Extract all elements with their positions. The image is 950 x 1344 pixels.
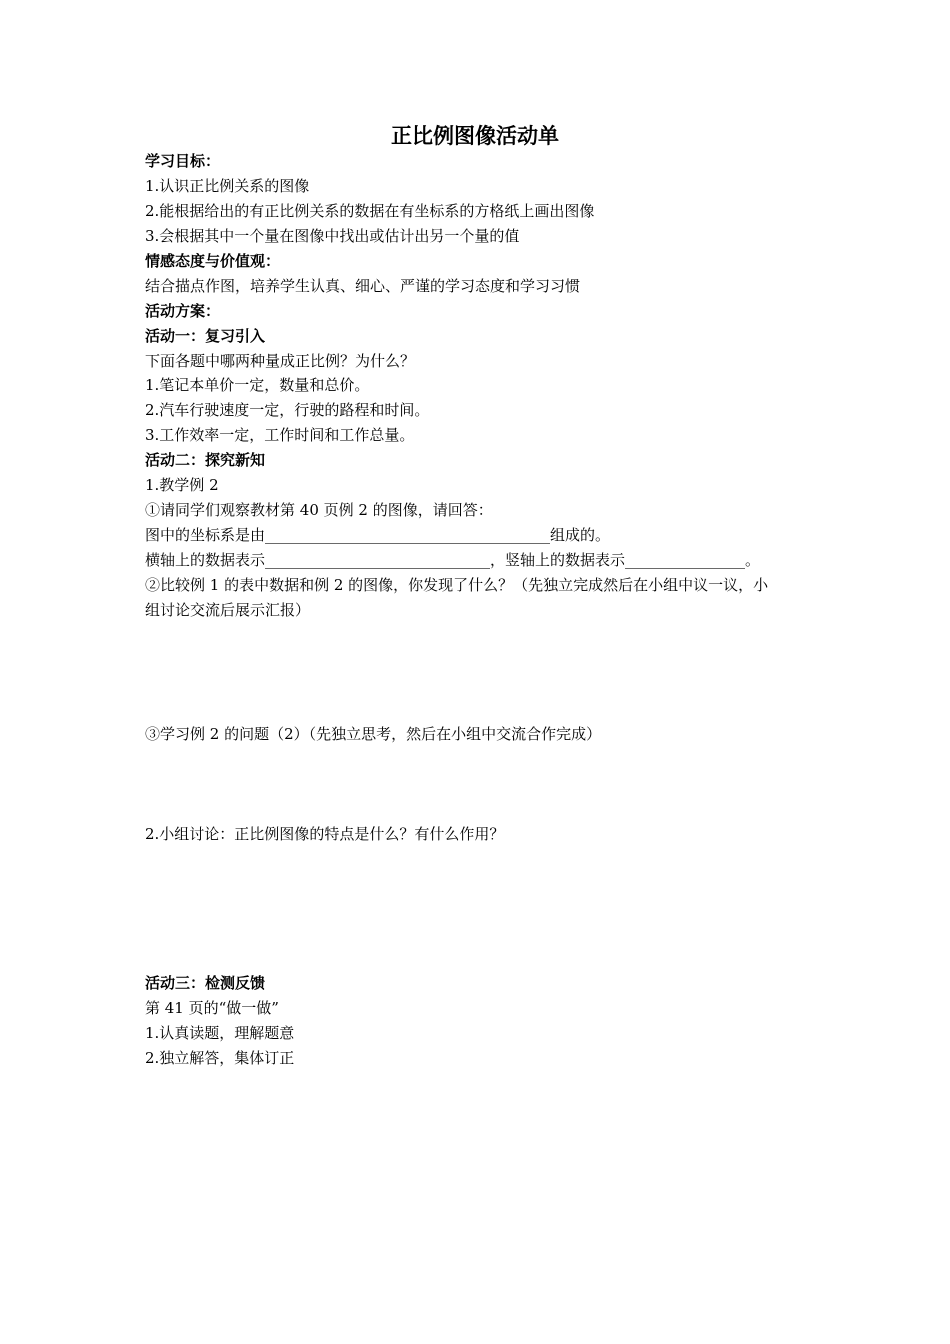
goal-item-2: 2.能根据给出的有正比例关系的数据在有坐标系的方格纸上画出图像 — [145, 202, 595, 220]
vertical-axis-suffix: 。 — [745, 551, 761, 569]
axis-data-question — [145, 549, 760, 571]
horizontal-axis-blank[interactable]: ______________________________ — [265, 551, 491, 569]
activity-3-step-1: 1.认真读题，理解题意 — [145, 1024, 295, 1042]
axis-system-blank[interactable]: ______________________________________ — [265, 526, 551, 544]
axis-system-prefix: 图中的坐标系是由 — [145, 526, 266, 544]
plan-heading: 活动方案： — [145, 302, 221, 320]
vertical-axis-prefix: ，竖轴上的数据表示 — [490, 551, 626, 569]
activity-3-intro: 第 41 页的“做一做” — [145, 999, 279, 1017]
activity-1-item-3: 3.工作效率一定，工作时间和工作总量。 — [145, 426, 415, 444]
attitude-heading: 情感态度与价值观： — [145, 252, 281, 270]
activity-2-step-1: ①请同学们观察教材第 40 页例 2 的图像，请回答： — [145, 501, 493, 519]
goal-item-1: 1.认识正比例关系的图像 — [145, 177, 310, 195]
activity-1-item-2: 2.汽车行驶速度一定，行驶的路程和时间。 — [145, 401, 430, 419]
activity-1-heading: 活动一：复习引入 — [145, 327, 266, 345]
activity-3-heading: 活动三：检测反馈 — [145, 974, 266, 992]
goals-heading: 学习目标： — [145, 152, 221, 170]
horizontal-axis-prefix: 横轴上的数据表示 — [145, 551, 266, 569]
activity-1-item-1: 1.笔记本单价一定，数量和总价。 — [145, 376, 370, 394]
activity-2-step-2-line-1: ②比较例 1 的表中数据和例 2 的图像，你发现了什么？（先独立完成然后在小组中议一议，小 — [145, 576, 769, 594]
vertical-axis-blank[interactable]: ________________ — [625, 551, 746, 569]
axis-system-suffix: 组成的。 — [550, 526, 611, 544]
activity-1-question: 下面各题中哪两种量成正比例？为什么？ — [145, 352, 416, 370]
axis-system-question — [145, 524, 610, 546]
activity-2-item-2: 2.小组讨论：正比例图像的特点是什么？有什么作用？ — [145, 825, 505, 843]
page-title: 正比例图像活动单 — [391, 123, 559, 148]
activity-3-step-2: 2.独立解答，集体订正 — [145, 1049, 295, 1067]
activity-2-step-3: ③学习例 2 的问题（2）（先独立思考，然后在小组中交流合作完成） — [145, 725, 602, 743]
goal-item-3: 3.会根据其中一个量在图像中找出或估计出另一个量的值 — [145, 227, 520, 245]
activity-2-item-1: 1.教学例 2 — [145, 476, 219, 494]
activity-2-heading: 活动二：探究新知 — [145, 451, 266, 469]
attitude-text: 结合描点作图，培养学生认真、细心、严谨的学习态度和学习习惯 — [145, 277, 581, 295]
activity-2-step-2-line-2: 组讨论交流后展示汇报） — [145, 601, 311, 619]
